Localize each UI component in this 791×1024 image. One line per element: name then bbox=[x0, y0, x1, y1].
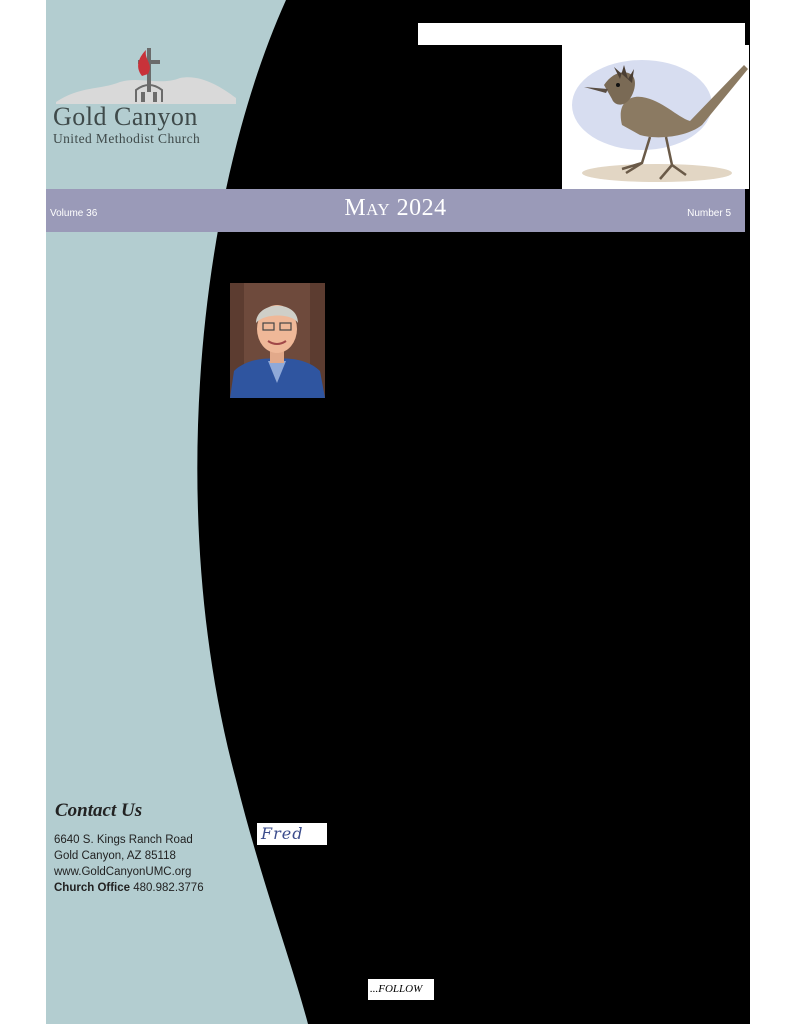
newsletter-page bbox=[46, 0, 750, 1024]
continuation-note bbox=[368, 979, 434, 1000]
address-line-1: 6640 S. Kings Ranch Road bbox=[54, 834, 193, 846]
address-line-2: Gold Canyon, AZ 85118 bbox=[54, 850, 176, 862]
contact-heading: Contact Us bbox=[55, 800, 143, 821]
signature-text: Fred bbox=[261, 824, 304, 843]
roadrunner-illustration bbox=[562, 45, 749, 189]
office-phone: 480.982.3776 bbox=[133, 882, 204, 894]
pastor-photo bbox=[230, 283, 325, 398]
masthead-bar bbox=[46, 189, 745, 232]
number-label: Number 5 bbox=[687, 208, 731, 219]
website-link[interactable]: www.GoldCanyonUMC.org bbox=[54, 866, 192, 878]
header-white-strip bbox=[418, 23, 745, 45]
church-office-line bbox=[54, 882, 204, 894]
church-subtitle: United Methodist Church bbox=[53, 131, 201, 146]
church-name: Gold Canyon bbox=[53, 102, 198, 131]
continuation-text: ...FOLLOW bbox=[370, 983, 423, 995]
pastor-signature bbox=[257, 823, 327, 845]
issue-date: May 2024 bbox=[344, 195, 447, 221]
office-label: Church Office bbox=[54, 882, 131, 894]
volume-label: Volume 36 bbox=[50, 208, 98, 219]
